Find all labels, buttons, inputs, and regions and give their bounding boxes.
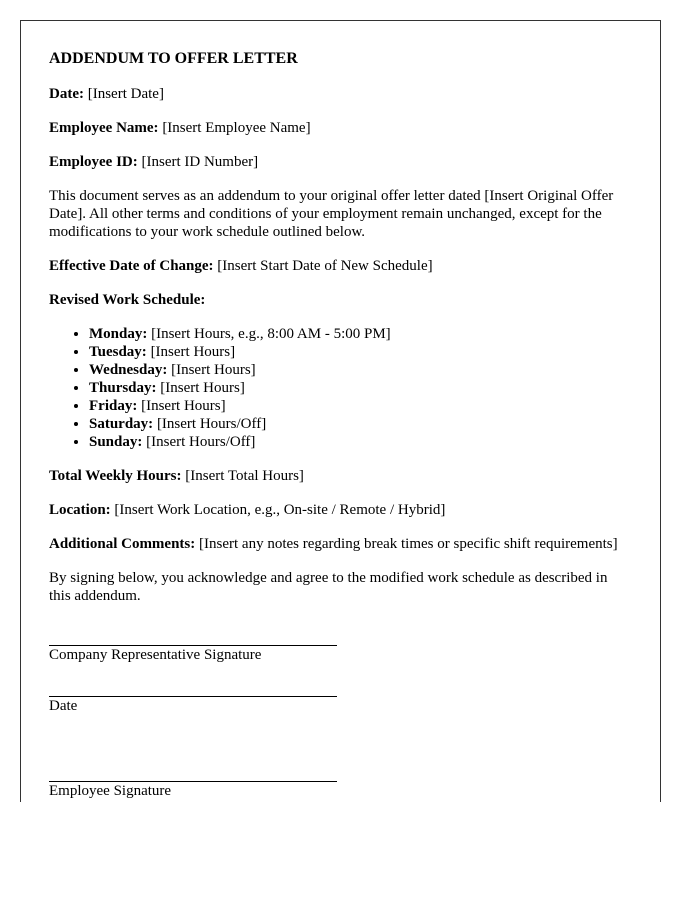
schedule-item <box>89 415 632 433</box>
day-label: Saturday: <box>89 416 154 432</box>
signature-label: Date <box>49 698 78 714</box>
total-hours-field <box>49 467 632 485</box>
comments-field <box>49 535 632 553</box>
day-hours: [Insert Hours/Off] <box>153 416 267 432</box>
effective-date-label: Effective Date of Change: <box>49 258 214 274</box>
effective-date-value: [Insert Start Date of New Schedule] <box>213 258 433 274</box>
day-label: Sunday: <box>89 434 143 450</box>
location-label: Location: <box>49 502 111 518</box>
day-hours: [Insert Hours, e.g., 8:00 AM - 5:00 PM] <box>147 326 391 342</box>
signature-label: Employee Signature <box>49 783 172 799</box>
day-label: Friday: <box>89 398 138 414</box>
employee-id-label: Employee ID: <box>49 154 138 170</box>
comments-label: Additional Comments: <box>49 536 196 552</box>
signature-label: Company Representative Signature <box>49 647 262 663</box>
company-signature-line <box>49 645 337 664</box>
date-signature-line <box>49 696 337 715</box>
day-hours: [Insert Hours] <box>156 380 245 396</box>
day-hours: [Insert Hours] <box>146 344 236 360</box>
schedule-heading <box>49 291 632 309</box>
schedule-list <box>49 325 632 451</box>
schedule-item <box>89 397 632 415</box>
intro-paragraph: This document serves as an addendum to your original offer letter dated [Insert Original Offer Date]. All other terms and conditions of your employment remain unchanged, except for the modifications to your work schedule outlined below. <box>49 188 614 240</box>
schedule-item <box>89 433 632 451</box>
schedule-item <box>89 361 632 379</box>
date-field <box>49 85 632 103</box>
employee-id-field <box>49 153 632 171</box>
date-label: Date: <box>49 86 84 102</box>
day-label: Tuesday: <box>89 344 147 360</box>
schedule-item <box>89 343 632 361</box>
employee-signature-line <box>49 781 337 800</box>
total-hours-label: Total Weekly Hours: <box>49 468 182 484</box>
employee-name-label: Employee Name: <box>49 120 159 136</box>
employee-id-value: [Insert ID Number] <box>137 154 259 170</box>
acknowledgement-paragraph: By signing below, you acknowledge and agree to the modified work schedule as described in this addendum. <box>49 570 608 604</box>
day-label: Monday: <box>89 326 148 342</box>
day-hours: [Insert Hours/Off] <box>142 434 256 450</box>
day-label: Wednesday: <box>89 362 168 378</box>
schedule-item <box>89 379 632 397</box>
schedule-heading-text: Revised Work Schedule: <box>49 292 206 308</box>
date-value: [Insert Date] <box>83 86 164 102</box>
day-hours: [Insert Hours] <box>137 398 226 414</box>
employee-name-field <box>49 119 632 137</box>
schedule-item <box>89 325 632 343</box>
effective-date-field <box>49 257 632 275</box>
total-hours-value: [Insert Total Hours] <box>181 468 304 484</box>
location-field <box>49 501 632 519</box>
comments-value: [Insert any notes regarding break times or specific shift requirements] <box>195 536 618 552</box>
document-page <box>20 20 661 802</box>
employee-name-value: [Insert Employee Name] <box>158 120 311 136</box>
day-label: Thursday: <box>89 380 157 396</box>
document-title: ADDENDUM TO OFFER LETTER <box>49 50 298 67</box>
location-value: [Insert Work Location, e.g., On-site / Remote / Hybrid] <box>110 502 446 518</box>
day-hours: [Insert Hours] <box>167 362 256 378</box>
